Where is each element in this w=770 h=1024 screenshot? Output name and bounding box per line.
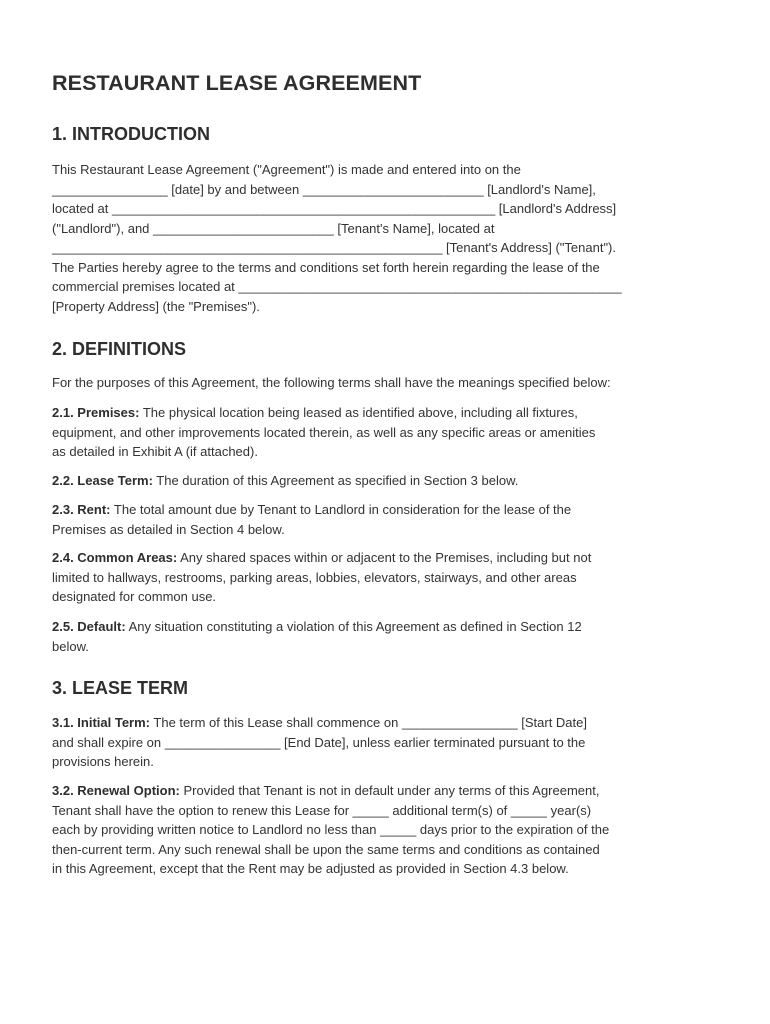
definition-line: Premises as detailed in Section 4 below. <box>52 521 285 537</box>
definition-line: equipment, and other improvements located therein, as well as any specific areas or amenities <box>52 424 596 440</box>
lease-term-line: Tenant shall have the option to renew this Lease for _____ additional term(s) of _____ year(s) <box>52 802 592 818</box>
definition-rent <box>52 500 724 539</box>
lease-term-initial-term <box>52 713 724 772</box>
introduction-line: [Property Address] (the "Premises"). <box>52 298 260 314</box>
definition-line: designated for common use. <box>52 589 217 604</box>
definition-line <box>52 548 724 568</box>
definition-text: Any situation constituting a violation of this Agreement as defined in Section 12 <box>125 619 582 634</box>
definition-premises <box>52 403 724 462</box>
lease-term-term: 3.2. Renewal Option: <box>52 783 180 798</box>
definition-text: The duration of this Agreement as specified in Section 3 below. <box>152 473 519 488</box>
definitions-intro-line: For the purposes of this Agreement, the following terms shall have the meanings specified below: <box>52 375 611 390</box>
definition-line <box>52 403 724 423</box>
definition-term: 2.5. Default: <box>52 619 126 634</box>
introduction-paragraph <box>52 160 724 316</box>
lease-term-line: provisions herein. <box>52 754 154 769</box>
lease-term-renewal-option <box>52 781 724 879</box>
introduction-line: ________________ [date] by and between _________________________ [Landlord's Name], <box>52 181 596 197</box>
definition-default <box>52 617 724 656</box>
definition-term: 2.3. Rent: <box>52 502 111 517</box>
definition-term: 2.1. Premises: <box>52 405 140 420</box>
lease-term-line: in this Agreement, except that the Rent may be adjusted as provided in Section 4.3 below. <box>52 861 569 876</box>
definition-line <box>52 617 724 637</box>
definition-line <box>52 500 724 520</box>
definition-line <box>52 471 724 491</box>
definitions-intro <box>52 373 724 393</box>
introduction-line: located at _____________________________________________________ [Landlord's Address] <box>52 201 617 216</box>
introduction-line: The Parties hereby agree to the terms and conditions set forth herein regarding the lease of the <box>52 259 600 275</box>
lease-term-text: The term of this Lease shall commence on ________________ [Start Date] <box>150 715 587 730</box>
lease-term-line: and shall expire on ________________ [End Date], unless earlier terminated pursuant to the <box>52 734 586 750</box>
section-heading-definitions: 2. DEFINITIONS <box>52 339 187 359</box>
lease-term-line: each by providing written notice to Landlord no less than _____ days prior to the expiration of the <box>52 822 610 837</box>
introduction-line: commercial premises located at _____________________________________________________ <box>52 279 622 294</box>
definition-term: 2.2. Lease Term: <box>52 473 153 488</box>
lease-term-line: then-current term. Any such renewal shall be upon the same terms and conditions as contained <box>52 841 600 857</box>
section-heading-introduction: 1. INTRODUCTION <box>52 124 211 144</box>
definition-lease-term <box>52 471 724 491</box>
definition-text: The physical location being leased as identified above, including all fixtures, <box>139 405 578 420</box>
lease-term-line <box>52 713 724 733</box>
lease-term-line <box>52 781 724 801</box>
introduction-line: ______________________________________________________ [Tenant's Address] ("Tenant"). <box>52 240 616 255</box>
definition-text: The total amount due by Tenant to Landlord in consideration for the lease of the <box>110 502 572 517</box>
definition-common-areas <box>52 548 724 607</box>
definition-line: as detailed in Exhibit A (if attached). <box>52 444 258 459</box>
definition-text: Any shared spaces within or adjacent to the Premises, including but not <box>177 550 592 565</box>
document-title: RESTAURANT LEASE AGREEMENT <box>52 71 422 95</box>
definition-term: 2.4. Common Areas: <box>52 550 178 565</box>
section-heading-lease-term: 3. LEASE TERM <box>52 678 189 698</box>
definition-line: below. <box>52 638 89 654</box>
lease-term-term: 3.1. Initial Term: <box>52 715 151 730</box>
definition-line: limited to hallways, restrooms, parking areas, lobbies, elevators, stairways, and other areas <box>52 569 577 585</box>
introduction-line: ("Landlord"), and _________________________ [Tenant's Name], located at <box>52 220 495 236</box>
lease-term-text: Provided that Tenant is not in default under any terms of this Agreement, <box>179 783 600 798</box>
introduction-line: This Restaurant Lease Agreement ("Agreement") is made and entered into on the <box>52 162 521 177</box>
